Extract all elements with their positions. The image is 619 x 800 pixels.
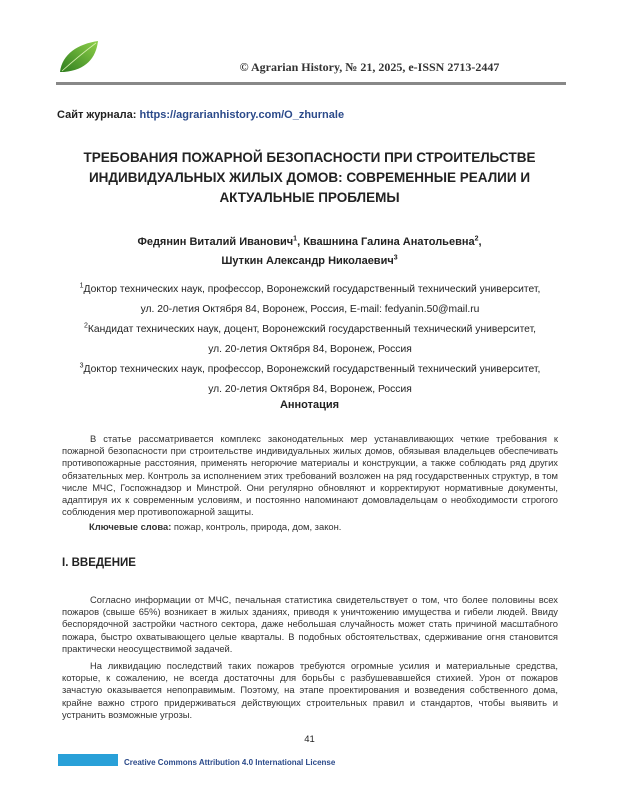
keywords bbox=[89, 521, 341, 532]
header-divider bbox=[56, 82, 566, 85]
title-line: ТРЕБОВАНИЯ ПОЖАРНОЙ БЕЗОПАСНОСТИ ПРИ СТРОИТЕЛЬСТВЕ bbox=[83, 150, 536, 165]
author-name: Федянин Виталий Иванович bbox=[137, 236, 294, 248]
affiliation-address: ул. 20-летия Октября 84, Воронеж, Россия bbox=[208, 344, 412, 355]
keywords-label: Ключевые слова: bbox=[89, 521, 172, 532]
page-number: 41 bbox=[304, 734, 315, 745]
article-title bbox=[60, 148, 559, 208]
affiliation-address: ул. 20-летия Октября 84, Воронеж, Россия bbox=[208, 384, 412, 395]
journal-site bbox=[57, 109, 344, 121]
affiliation: Доктор технических наук, профессор, Воронежский государственный технический университет, bbox=[83, 284, 541, 295]
author-sup: 1 bbox=[293, 235, 298, 243]
author-name: Квашнина Галина Анатольевна bbox=[303, 236, 475, 248]
keywords-text: пожар, контроль, природа, дом, закон. bbox=[171, 521, 342, 532]
license-link[interactable]: Creative Commons Attribution 4.0 International License bbox=[124, 758, 336, 767]
body-text bbox=[62, 594, 558, 721]
aff-sup: 2 bbox=[83, 322, 88, 330]
title-line: ИНДИВИДУАЛЬНЫХ ЖИЛЫХ ДОМОВ: СОВРЕМЕННЫЕ РЕАЛИИ И bbox=[88, 170, 531, 185]
author-name: Шуткин Александр Николаевич bbox=[221, 255, 394, 267]
site-link[interactable]: https://agrarianhistory.com/O_zhurnale bbox=[139, 109, 345, 121]
journal-header: © Agrarian History, № 21, 2025, e-ISSN 2713-2447 bbox=[239, 60, 500, 74]
separator: , bbox=[297, 236, 304, 248]
aff-sup: 3 bbox=[79, 362, 84, 370]
paragraph: Согласно информации от МЧС, печальная статистика свидетельствует о том, что более половины всех пожаров (свыше 65%) возникает в жилых зданиях, приводя к уничтожению имущества и гибели людей. Ввиду беспорядочной застройки частного сектора, даже небольшая случайность может стать причиной масштабного пожара, быстро охватывающего целые кварталы. В подобных обстоятельствах, сдерживание огня становится практически неосуществимой задачей. bbox=[62, 594, 558, 654]
abstract-text: В статье рассматривается комплекс законодательных мер устанавливающих четкие требования к пожарной безопасности при строительстве индивидуальных жилых домов, обязывая владельцев обеспечивать противопожарные расстояния, применять негорючие материалы и конструкции, а также соблюдать ряд других обязательных мер. Контроль за исполнением этих требований возложен на ряд государственных структур, в том числе МЧС, Госпожнадзор и Минстрой. Они регулярно обновляют и корректируют нормативные документы, адаптируя их к современным условиям, и постоянно напоминают домовладельцам о необходимости строгого соблюдения мер противопожарной защиты. bbox=[62, 433, 558, 518]
authors bbox=[60, 233, 559, 271]
title-line: АКТУАЛЬНЫЕ ПРОБЛЕМЫ bbox=[219, 190, 400, 205]
aff-sup: 1 bbox=[79, 282, 84, 290]
section-heading: I. ВВЕДЕНИЕ bbox=[62, 557, 136, 569]
affiliations bbox=[56, 280, 564, 400]
affiliation-address: ул. 20-летия Октября 84, Воронеж, Россия, E-mail: fedyanin.50@mail.ru bbox=[140, 304, 480, 315]
paragraph: На ликвидацию последствий таких пожаров требуются огромные усилия и материальные средства, которые, к сожалению, не всегда достаточны для борьбы с разбушевавшейся стихией. Урон от пожаров зачастую оказывается непоправимым. Поэтому, на этапе проектирования и возведения собственного дома, крайне важно строго придерживаться действующих строительных правил и стандартов, чтобы выявить и устранить возможные угрозы. bbox=[62, 660, 558, 720]
author-sup: 3 bbox=[393, 254, 398, 262]
separator: , bbox=[478, 236, 482, 248]
abstract bbox=[62, 433, 558, 518]
affiliation: Кандидат технических наук, доцент, Воронежский государственный технический университет, bbox=[87, 324, 537, 335]
site-label: Сайт журнала: bbox=[57, 109, 137, 121]
author-sup: 2 bbox=[474, 235, 479, 243]
affiliation: Доктор технических наук, профессор, Воронежский государственный технический университет, bbox=[83, 364, 541, 375]
abstract-heading: Аннотация bbox=[279, 399, 340, 411]
cc-by-badge-icon[interactable] bbox=[58, 754, 118, 766]
